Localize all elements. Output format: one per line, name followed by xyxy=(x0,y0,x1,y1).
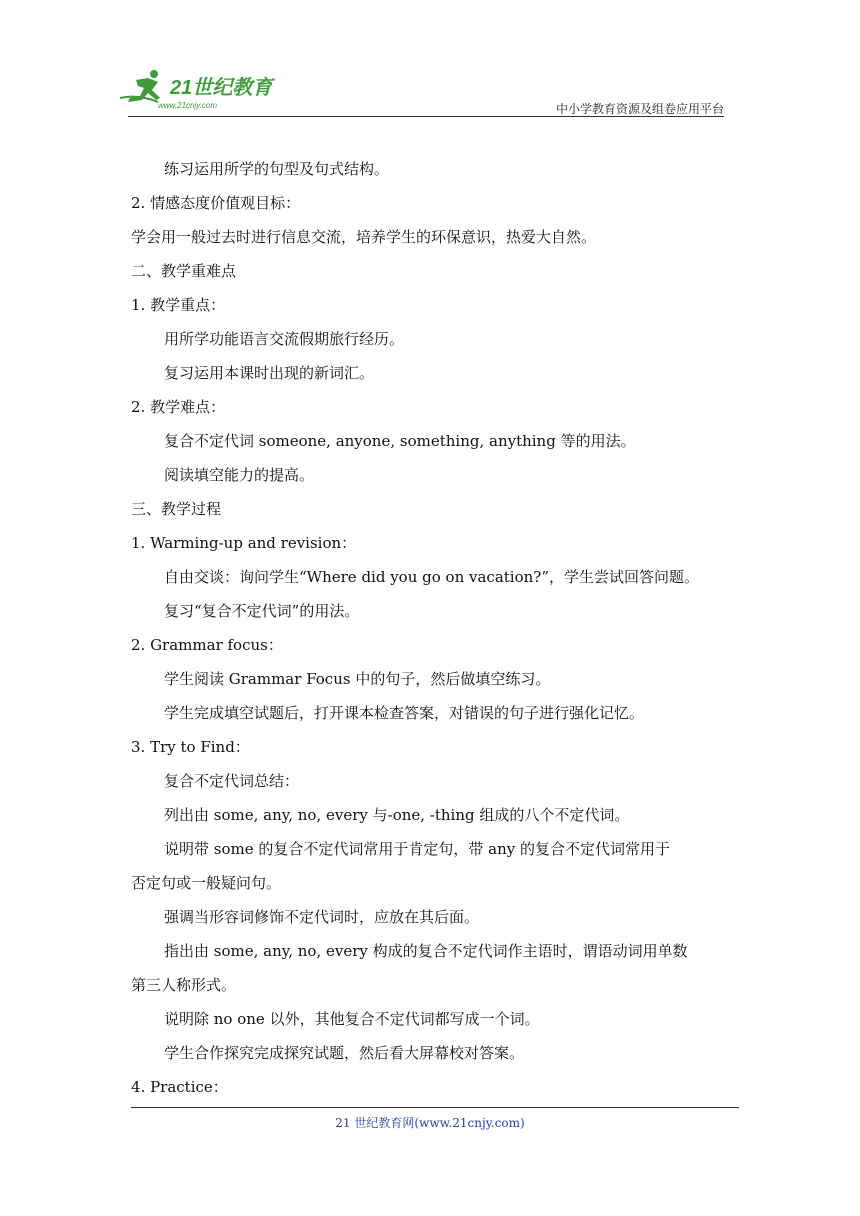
logo-text: 21世纪教育 xyxy=(170,77,273,99)
page-header xyxy=(118,62,724,116)
paragraph: 练习运用所学的句型及句式结构。 xyxy=(164,160,390,178)
paragraph: 学生阅读 Grammar Focus 中的句子，然后做填空练习。 xyxy=(164,670,551,688)
paragraph: 复合不定代词 someone, anyone, something, anything 等的用法。 xyxy=(164,432,636,450)
paragraph: 3. Try to Find： xyxy=(131,738,250,756)
runner-icon xyxy=(120,70,160,102)
paragraph: 学会用一般过去时进行信息交流，培养学生的环保意识，热爱大自然。 xyxy=(131,228,597,246)
paragraph: 4. Practice： xyxy=(131,1078,228,1096)
paragraph: 自由交谈：询问学生“Where did you go on vacation?”，学生尝试回答问题。 xyxy=(164,568,699,586)
paragraph: 2. Grammar focus： xyxy=(131,636,283,654)
paragraph: 复习“复合不定代词”的用法。 xyxy=(164,602,360,620)
paragraph: 学生完成填空试题后，打开课本检查答案，对错误的句子进行强化记忆。 xyxy=(164,704,645,722)
footer-divider xyxy=(131,1107,739,1108)
paragraph: 2. 情感态度价值观目标： xyxy=(131,194,301,212)
footer-text: 21 世纪教育网(www.21cnjy.com) xyxy=(335,1116,525,1130)
paragraph: 用所学功能语言交流假期旅行经历。 xyxy=(164,330,405,348)
paragraph: 说明带 some 的复合不定代词常用于肯定句，带 any 的复合不定代词常用于 xyxy=(164,840,670,858)
document-body xyxy=(131,152,731,1104)
paragraph: 否定句或一般疑问句。 xyxy=(131,874,282,892)
paragraph: 强调当形容词修饰不定代词时，应放在其后面。 xyxy=(164,908,480,926)
paragraph: 1. Warming-up and revision： xyxy=(131,534,357,552)
logo-url: www.21cnjy.com xyxy=(158,101,217,110)
paragraph: 第三人称形式。 xyxy=(131,976,237,994)
paragraph: 2. 教学难点： xyxy=(131,398,226,416)
paragraph: 三、教学过程 xyxy=(131,500,222,518)
header-divider xyxy=(128,116,724,117)
paragraph: 阅读填空能力的提高。 xyxy=(164,466,315,484)
paragraph: 指出由 some, any, no, every 构成的复合不定代词作主语时，谓语动词用单数 xyxy=(164,942,688,960)
paragraph: 二、教学重难点 xyxy=(131,262,237,280)
paragraph: 复习运用本课时出现的新词汇。 xyxy=(164,364,375,382)
paragraph: 说明除 no one 以外，其他复合不定代词都写成一个词。 xyxy=(164,1010,540,1028)
paragraph: 1. 教学重点： xyxy=(131,296,226,314)
paragraph: 列出由 some, any, no, every 与-one, -thing 组成的八个不定代词。 xyxy=(164,806,630,824)
paragraph: 复合不定代词总结： xyxy=(164,772,300,790)
platform-name: 中小学教育资源及组卷应用平台 xyxy=(555,102,724,116)
logo xyxy=(118,68,288,112)
paragraph: 学生合作探究完成探究试题，然后看大屏幕校对答案。 xyxy=(164,1044,525,1062)
